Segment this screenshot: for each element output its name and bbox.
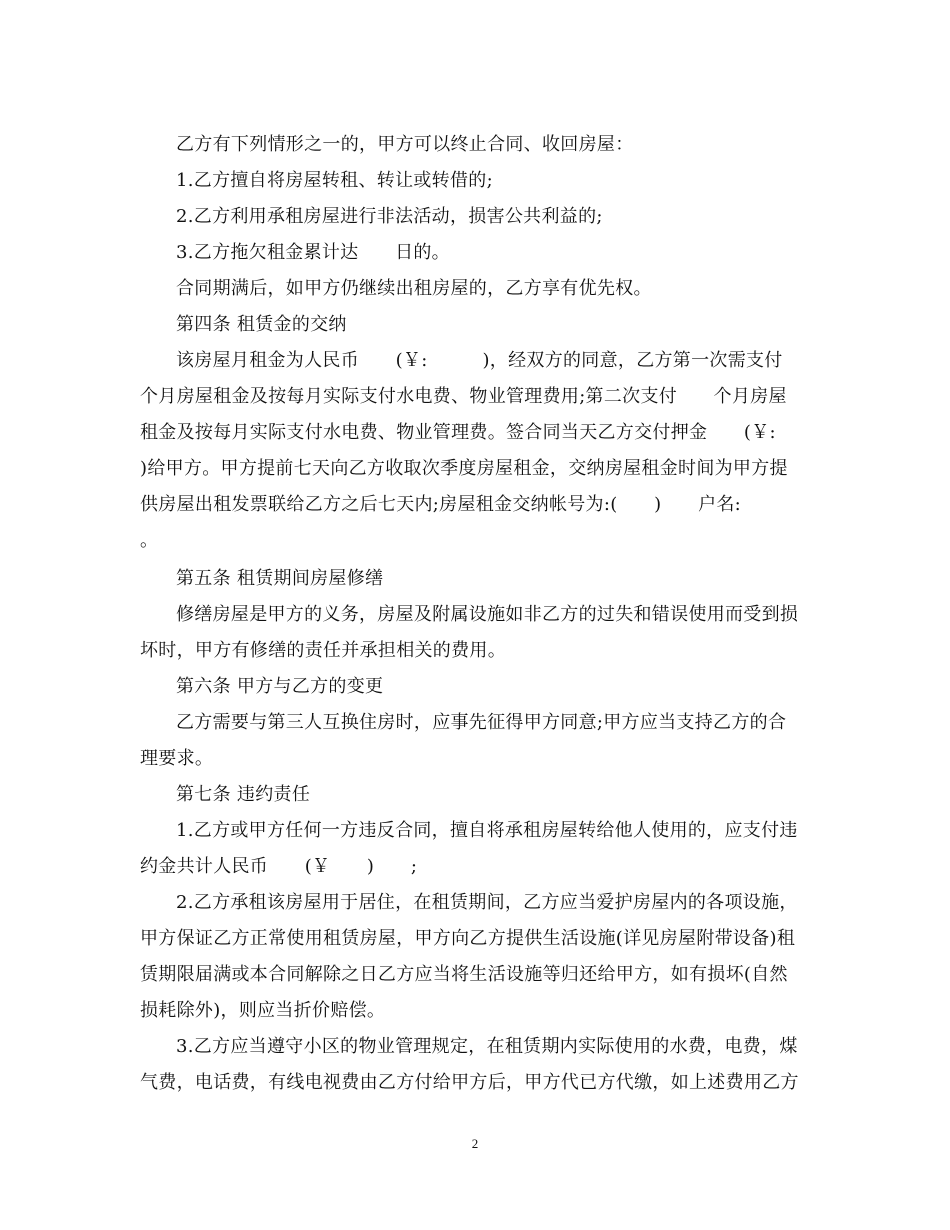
paragraph-line: 修缮房屋是甲方的义务，房屋及附属设施如非乙方的过失和错误使用而受到损 — [176, 604, 799, 625]
paragraph-line: 2.乙方利用承租房屋进行非法活动，损害公共利益的; — [176, 206, 603, 227]
paragraph-line: )给甲方。甲方提前七天向乙方收取次季度房屋租金，交纳房屋租金时间为甲方提 — [140, 458, 788, 479]
paragraph-line: 坏时，甲方有修缮的责任并承担相关的费用。 — [140, 640, 506, 661]
section-heading: 第四条 租赁金的交纳 — [176, 314, 347, 335]
paragraph-line: 乙方有下列情形之一的，甲方可以终止合同、收回房屋： — [176, 134, 634, 155]
paragraph-line: 供房屋出租发票联给乙方之后七天内;房屋租金交纳帐号为:( ) 户名: — [140, 494, 742, 515]
paragraph-line: 乙方需要与第三人互换住房时，应事先征得甲方同意;甲方应当支持乙方的合 — [176, 712, 787, 733]
section-heading: 第五条 租赁期间房屋修缮 — [176, 568, 384, 589]
paragraph-line: 赁期限届满或本合同解除之日乙方应当将生活设施等归还给甲方，如有损坏(自然 — [140, 964, 788, 985]
paragraph-line: 该房屋月租金为人民币 (￥: )，经双方的同意，乙方第一次需支付 — [176, 350, 783, 371]
paragraph-line: 甲方保证乙方正常使用租赁房屋，甲方向乙方提供生活设施(详见房屋附带设备)租 — [140, 928, 796, 949]
paragraph-line: 1.乙方或甲方任何一方违反合同，擅自将承租房屋转给他人使用的，应支付违 — [176, 820, 798, 841]
section-heading: 第六条 甲方与乙方的变更 — [176, 676, 384, 697]
paragraph-line: 2.乙方承租该房屋用于居住，在租赁期间，乙方应当爱护房屋内的各项设施， — [176, 892, 798, 913]
paragraph-line: 气费，电话费，有线电视费由乙方付给甲方后，甲方代已方代缴，如上述费用乙方 — [140, 1072, 799, 1093]
paragraph-line: 。 — [140, 530, 159, 551]
section-heading: 第七条 违约责任 — [176, 784, 311, 805]
paragraph-line: 1.乙方擅自将房屋转租、转让或转借的; — [176, 170, 493, 191]
page-number: 2 — [471, 1136, 479, 1151]
paragraph-line: 理要求。 — [140, 748, 214, 769]
paragraph-line: 损耗除外)，则应当折价赔偿。 — [140, 1000, 386, 1021]
paragraph-line: 合同期满后，如甲方仍继续出租房屋的，乙方享有优先权。 — [176, 278, 652, 299]
paragraph-line: 租金及按每月实际支付水电费、物业管理费。签合同当天乙方交付押金 (￥: — [140, 422, 776, 443]
paragraph-line: 约金共计人民币 (￥ ) ; — [140, 856, 418, 877]
paragraph-line: 3.乙方拖欠租金累计达 日的。 — [176, 242, 450, 263]
paragraph-line: 3.乙方应当遵守小区的物业管理规定，在租赁期内实际使用的水费，电费，煤 — [176, 1036, 798, 1057]
paragraph-line: 个月房屋租金及按每月实际支付水电费、物业管理费用;第二次支付 个月房屋 — [140, 386, 787, 407]
